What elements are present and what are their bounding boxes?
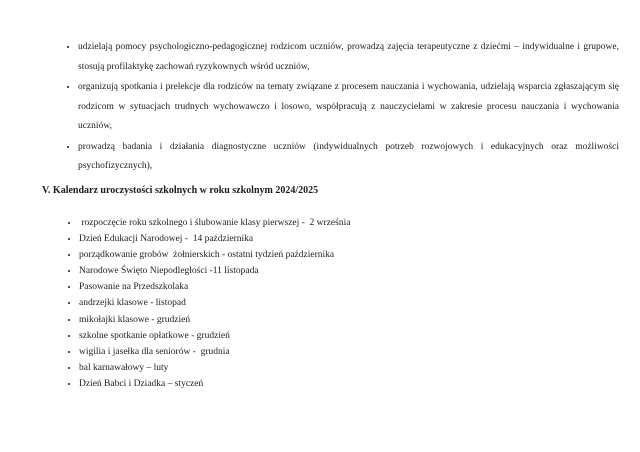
list-item: • wigilia i jasełka dla seniorów - grudnia — [79, 344, 559, 360]
list-item: • andrzejki klasowe - listopad — [79, 295, 559, 311]
list-item: • rozpoczęcie roku szkolnego i ślubowanie klasy pierwszej - 2 września — [79, 215, 559, 231]
list-item: • mikołajki klasowe - grudzień — [79, 312, 559, 328]
calendar-section-heading: V. Kalendarz uroczystości szkolnych w roku szkolnym 2024/2025 — [42, 185, 319, 196]
list-item: • Pasowanie na Przedszkolaka — [79, 279, 559, 295]
list-item: • prowadzą badania i działania diagnostyczne uczniów (indywidualnych potrzeb rozwojowych i edukacyjnych oraz możliwości psychofizycznych), — [78, 137, 619, 177]
calendar-bullet-list — [60, 215, 559, 392]
list-item: • Dzień Babci i Dziadka – styczeń — [79, 376, 559, 392]
list-item: • bal karnawałowy – luty — [79, 360, 559, 376]
tasks-bullet-list — [57, 37, 619, 177]
list-item: • Narodowe Święto Niepodległości -11 listopada — [79, 263, 559, 279]
list-item: • organizują spotkania i prelekcje dla rodziców na tematy związane z procesem nauczania i wychowania, udzielają wsparcia zgłaszającym się rodzicom w sytuacjach trudnych wychowawczo i losowo, współpracują z nauczycielami w zakresie procesu nauczania i wychowania uczniów, — [78, 77, 619, 137]
list-item: • Dzień Edukacji Narodowej - 14 października — [79, 231, 559, 247]
list-item: • udzielają pomocy psychologiczno-pedagogicznej rodzicom uczniów, prowadzą zajęcia terapeutyczne z dziećmi – indywidualne i grupowe, stosują profilaktykę zachowań ryzykownych wśród uczniów, — [78, 37, 619, 77]
list-item: • szkolne spotkanie opłatkowe - grudzień — [79, 328, 559, 344]
list-item: • porządkowanie grobów żołnierskich - ostatni tydzień października — [79, 247, 559, 263]
